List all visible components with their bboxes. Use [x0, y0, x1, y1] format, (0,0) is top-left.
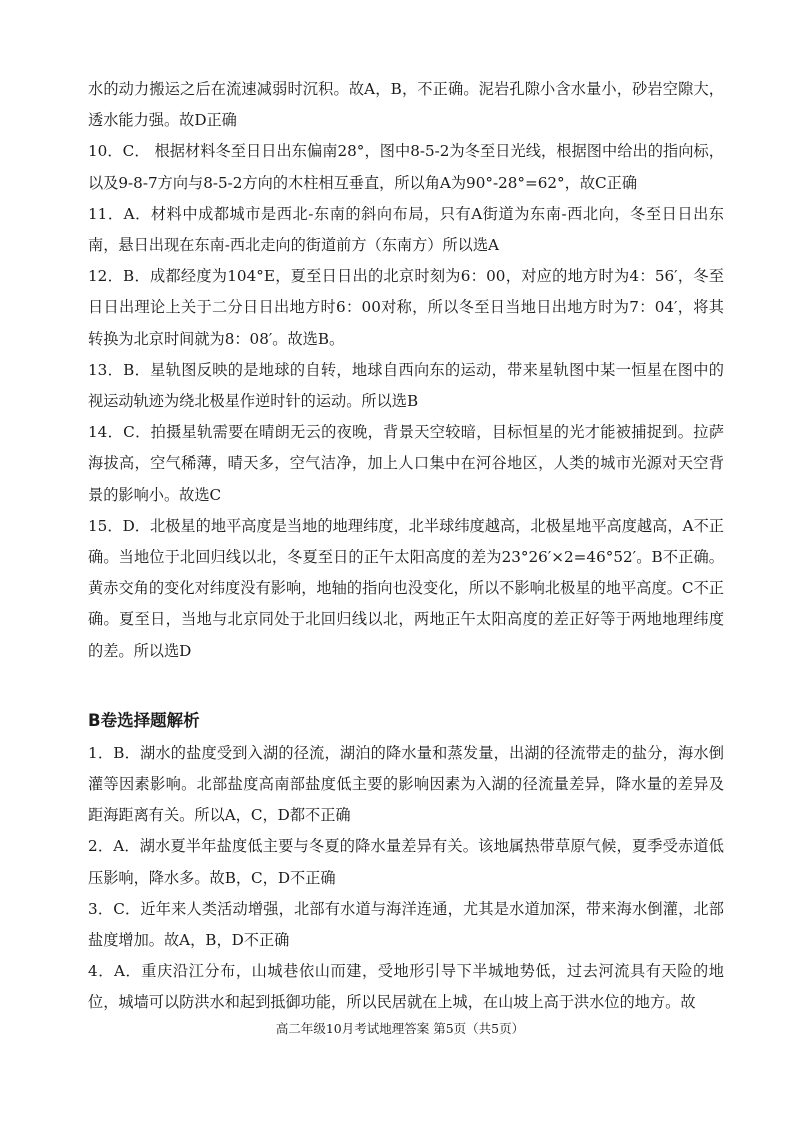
- answer-b-2: 2．A．湖水夏半年盐度低主要与冬夏的降水量差异有关。该地属热带草原气候，夏季受赤道低压影响，降水多。故B，C，D不正确: [88, 837, 724, 887]
- answer-a-11: 11．A．材料中成都城市是西北-东南的斜向布局，只有A街道为东南-西北向，冬至日日出东南，悬日出现在东南-西北走向的街道前方（东南方）所以选A: [88, 204, 724, 255]
- section-b-heading: B卷选择题解析: [88, 710, 200, 730]
- intro-paragraph: 水的动力搬运之后在流速减弱时沉积。故A，B，不正确。泥岩孔隙小含水量小，砂岩空隙大，透水能力强。故D正确: [88, 80, 724, 130]
- page-footer: 高二年级10月考试地理答案 第5页（共5页）: [275, 1021, 525, 1036]
- answer-a-13: 13．B．星轨图反映的是地球的自转，地球自西向东的运动，带来星轨图中某一恒星在图中的视运动轨迹为绕北极星作逆时针的运动。所以选B: [88, 360, 724, 411]
- answer-a-15: 15．D．北极星的地平高度是当地的地理纬度，北半球纬度越高，北极星地平高度越高，A不正确。当地位于北回归线以北，冬夏至日的正午太阳高度的差为23°26′×2=46°52′。B不正确。黄赤交角的变化对纬度没有影响，地轴的指向也没变化，所以不影响北极星的地平高度。C不正确。夏至日，当地与北京同处于北回归线以北，两地正午太阳高度的差正好等于两地地理纬度的差。所以选D: [88, 516, 724, 660]
- answer-content: [88, 74, 724, 1019]
- answer-b-4: 4．A．重庆沿江分布，山城巷依山而建，受地形引导下半城地势低，过去河流具有天险的地位，城墙可以防洪水和起到抵御功能，所以民居就在上城，在山坡上高于洪水位的地方。故: [88, 962, 724, 1012]
- answer-b-1: 1．B．湖水的盐度受到入湖的径流，湖泊的降水量和蒸发量，出湖的径流带走的盐分，海水倒灌等因素影响。北部盐度高南部盐度低主要的影响因素为入湖的径流量差异，降水量的差异及距海距离有关。所以A，C，D都不正确: [88, 743, 724, 825]
- answer-a-10: 10．C． 根据材料冬至日日出东偏南28°，图中8-5-2为冬至日光线，根据图中给出的指向标，以及9-8-7方向与8-5-2方向的木柱相互垂直，所以角A为90°-28°=62°，故C正确: [88, 142, 724, 192]
- answer-a-12: 12．B．成都经度为104°E，夏至日日出的北京时刻为6：00，对应的地方时为4：56′，冬至日日出理论上关于二分日日出地方时6：00对称，所以冬至日当地日出地方时为7：04′，将其转换为北京时间就为8：08′。故选B。: [88, 267, 724, 348]
- answer-b-3: 3．C．近年来人类活动增强，北部有水道与海洋连通，尤其是水道加深，带来海水倒灌，北部盐度增加。故A，B，D不正确: [88, 899, 724, 950]
- answer-a-14: 14．C．拍摄星轨需要在晴朗无云的夜晚，背景天空较暗，目标恒星的光才能被捕捉到。拉萨海拔高，空气稀薄，晴天多，空气洁净，加上人口集中在河谷地区，人类的城市光源对天空背景的影响小。故选C: [88, 423, 724, 504]
